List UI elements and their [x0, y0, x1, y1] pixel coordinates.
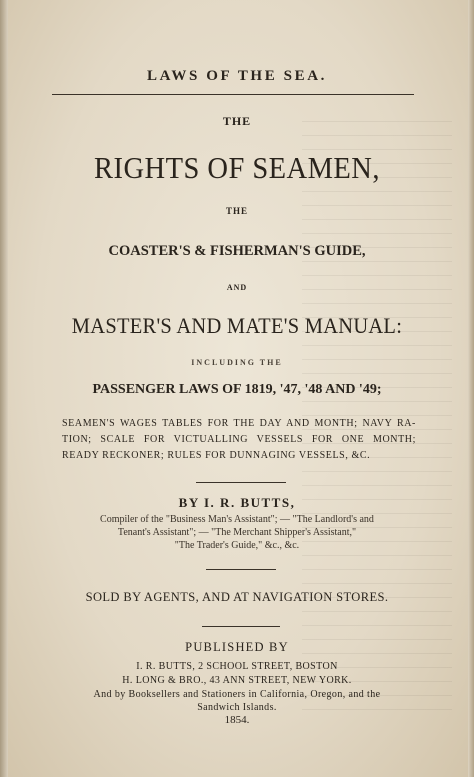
header-rule	[52, 94, 414, 95]
publication-year: 1854.	[224, 714, 250, 726]
contents-line: READY RECKONER; RULES FOR DUNNAGING VESSELS, &C.	[62, 450, 371, 461]
compiler-line: Tenant's Assistant"; — "The Merchant Shipper's Assistant,"	[117, 527, 357, 538]
compiler-line: Compiler of the "Business Man's Assistant"; — "The Landlord's and	[100, 514, 374, 525]
sold-by-line: SOLD BY AGENTS, AND AT NAVIGATION STORES.	[85, 590, 389, 604]
publisher-line: And by Booksellers and Stationers in California, Oregon, and the	[93, 689, 381, 700]
including-label: INCLUDING THE	[191, 358, 283, 367]
published-by-label: PUBLISHED BY	[185, 640, 289, 654]
main-title: RIGHTS OF SEAMEN,	[94, 150, 380, 185]
and-label: AND	[226, 283, 248, 292]
publisher-line: I. R. BUTTS, 2 SCHOOL STREET, BOSTON	[136, 661, 338, 672]
compiler-line: "The Trader's Guide," &c., &c.	[174, 540, 300, 551]
divider-rule	[196, 482, 286, 483]
subtitle-coasters-guide: COASTER'S & FISHERMAN'S GUIDE,	[108, 243, 366, 259]
show-through-text	[302, 110, 452, 710]
divider-rule	[202, 626, 280, 627]
running-header: LAWS OF THE SEA.	[147, 68, 327, 84]
divider-rule	[206, 569, 276, 570]
publisher-line: Sandwich Islands.	[197, 702, 277, 713]
the-label-1: THE	[222, 114, 252, 128]
contents-block	[62, 416, 416, 464]
compiler-credits	[0, 513, 474, 552]
contents-line: SEAMEN'S WAGES TABLES FOR THE DAY AND MONTH; NAVY RA-	[62, 418, 416, 429]
passenger-laws-line: PASSENGER LAWS OF 1819, '47, '48 AND '49;	[92, 382, 382, 397]
the-label-2: THE	[225, 206, 248, 216]
publisher-line: H. LONG & BRO., 43 ANN STREET, NEW YORK.	[122, 675, 352, 686]
subtitle-masters-manual: MASTER'S AND MATE'S MANUAL:	[71, 313, 403, 338]
contents-line: TION; SCALE FOR VICTUALLING VESSELS FOR ONE MONTH;	[62, 434, 416, 445]
author-byline: BY I. R. BUTTS,	[178, 495, 296, 510]
